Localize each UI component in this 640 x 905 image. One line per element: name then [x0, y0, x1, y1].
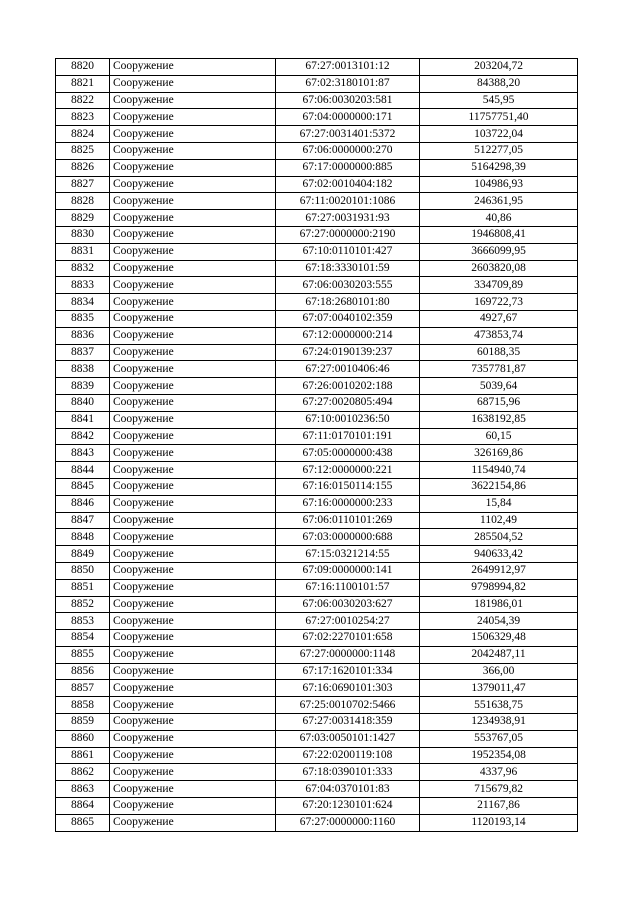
- table-row: [56, 344, 578, 361]
- cadastral-number-cell: 67:12:0000000:221: [276, 462, 420, 479]
- table-row: [56, 142, 578, 159]
- table-row: [56, 478, 578, 495]
- object-type-cell: Сооружение: [110, 126, 276, 143]
- row-number-cell: 8859: [56, 714, 110, 731]
- cadastral-value-cell: 24054,39: [420, 613, 578, 630]
- object-type-cell: Сооружение: [110, 109, 276, 126]
- object-type-cell: Сооружение: [110, 361, 276, 378]
- cadastral-number-cell: 67:02:2270101:658: [276, 630, 420, 647]
- row-number-cell: 8827: [56, 176, 110, 193]
- object-type-cell: Сооружение: [110, 613, 276, 630]
- table-row: [56, 714, 578, 731]
- cadastral-value-cell: 60,15: [420, 428, 578, 445]
- row-number-cell: 8833: [56, 277, 110, 294]
- cadastral-value-cell: 203204,72: [420, 59, 578, 76]
- table-row: [56, 462, 578, 479]
- table-row: [56, 579, 578, 596]
- table-row: [56, 176, 578, 193]
- cadastral-value-cell: 2042487,11: [420, 646, 578, 663]
- object-type-cell: Сооружение: [110, 59, 276, 76]
- object-type-cell: Сооружение: [110, 193, 276, 210]
- cadastral-number-cell: 67:18:3330101:59: [276, 260, 420, 277]
- object-type-cell: Сооружение: [110, 478, 276, 495]
- table-row: [56, 411, 578, 428]
- cadastral-number-cell: 67:27:0010406:46: [276, 361, 420, 378]
- object-type-cell: Сооружение: [110, 445, 276, 462]
- cadastral-number-cell: 67:04:0000000:171: [276, 109, 420, 126]
- row-number-cell: 8848: [56, 529, 110, 546]
- cadastral-value-cell: 169722,73: [420, 294, 578, 311]
- cadastral-number-cell: 67:25:0010702:5466: [276, 697, 420, 714]
- object-type-cell: Сооружение: [110, 714, 276, 731]
- object-type-cell: Сооружение: [110, 310, 276, 327]
- cadastral-value-cell: 473853,74: [420, 327, 578, 344]
- cadastral-value-cell: 3622154,86: [420, 478, 578, 495]
- cadastral-number-cell: 67:10:0010236:50: [276, 411, 420, 428]
- cadastral-number-cell: 67:15:0321214:55: [276, 546, 420, 563]
- table-row: [56, 310, 578, 327]
- row-number-cell: 8838: [56, 361, 110, 378]
- table-row: [56, 546, 578, 563]
- cadastral-number-cell: 67:17:0000000:885: [276, 159, 420, 176]
- table-row: [56, 697, 578, 714]
- cadastral-number-cell: 67:20:1230101:624: [276, 798, 420, 815]
- table-row: [56, 562, 578, 579]
- row-number-cell: 8860: [56, 730, 110, 747]
- row-number-cell: 8829: [56, 210, 110, 227]
- object-type-cell: Сооружение: [110, 747, 276, 764]
- cadastral-number-cell: 67:22:0200119:108: [276, 747, 420, 764]
- object-type-cell: Сооружение: [110, 764, 276, 781]
- cadastral-number-cell: 67:11:0020101:1086: [276, 193, 420, 210]
- cadastral-number-cell: 67:06:0000000:270: [276, 142, 420, 159]
- object-type-cell: Сооружение: [110, 411, 276, 428]
- row-number-cell: 8834: [56, 294, 110, 311]
- cadastral-number-cell: 67:27:0031418:359: [276, 714, 420, 731]
- cadastral-value-cell: 246361,95: [420, 193, 578, 210]
- cadastral-value-cell: 2603820,08: [420, 260, 578, 277]
- row-number-cell: 8847: [56, 512, 110, 529]
- object-type-cell: Сооружение: [110, 159, 276, 176]
- table-row: [56, 613, 578, 630]
- cadastral-value-cell: 1234938,91: [420, 714, 578, 731]
- table-row: [56, 226, 578, 243]
- row-number-cell: 8845: [56, 478, 110, 495]
- table-row: [56, 814, 578, 831]
- row-number-cell: 8846: [56, 495, 110, 512]
- table-row: [56, 798, 578, 815]
- cadastral-number-cell: 67:27:0000000:2190: [276, 226, 420, 243]
- row-number-cell: 8824: [56, 126, 110, 143]
- row-number-cell: 8835: [56, 310, 110, 327]
- cadastral-number-cell: 67:02:3180101:87: [276, 75, 420, 92]
- object-type-cell: Сооружение: [110, 294, 276, 311]
- cadastral-number-cell: 67:24:0190139:237: [276, 344, 420, 361]
- cadastral-value-cell: 1952354,08: [420, 747, 578, 764]
- cadastral-value-cell: 326169,86: [420, 445, 578, 462]
- table-row: [56, 243, 578, 260]
- cadastral-number-cell: 67:06:0030203:555: [276, 277, 420, 294]
- property-registry-table: [55, 58, 578, 832]
- row-number-cell: 8822: [56, 92, 110, 109]
- object-type-cell: Сооружение: [110, 394, 276, 411]
- cadastral-number-cell: 67:06:0030203:581: [276, 92, 420, 109]
- row-number-cell: 8850: [56, 562, 110, 579]
- row-number-cell: 8858: [56, 697, 110, 714]
- table-row: [56, 277, 578, 294]
- table-row: [56, 92, 578, 109]
- row-number-cell: 8830: [56, 226, 110, 243]
- cadastral-value-cell: 103722,04: [420, 126, 578, 143]
- row-number-cell: 8852: [56, 596, 110, 613]
- row-number-cell: 8831: [56, 243, 110, 260]
- cadastral-value-cell: 181986,01: [420, 596, 578, 613]
- object-type-cell: Сооружение: [110, 176, 276, 193]
- cadastral-value-cell: 1120193,14: [420, 814, 578, 831]
- object-type-cell: Сооружение: [110, 142, 276, 159]
- object-type-cell: Сооружение: [110, 697, 276, 714]
- object-type-cell: Сооружение: [110, 344, 276, 361]
- cadastral-value-cell: 1638192,85: [420, 411, 578, 428]
- row-number-cell: 8841: [56, 411, 110, 428]
- cadastral-value-cell: 4337,96: [420, 764, 578, 781]
- object-type-cell: Сооружение: [110, 260, 276, 277]
- cadastral-number-cell: 67:16:0000000:233: [276, 495, 420, 512]
- row-number-cell: 8823: [56, 109, 110, 126]
- cadastral-value-cell: 40,86: [420, 210, 578, 227]
- row-number-cell: 8826: [56, 159, 110, 176]
- row-number-cell: 8832: [56, 260, 110, 277]
- row-number-cell: 8865: [56, 814, 110, 831]
- cadastral-value-cell: 11757751,40: [420, 109, 578, 126]
- cadastral-number-cell: 67:16:0690101:303: [276, 680, 420, 697]
- object-type-cell: Сооружение: [110, 75, 276, 92]
- cadastral-value-cell: 285504,52: [420, 529, 578, 546]
- cadastral-number-cell: 67:02:0010404:182: [276, 176, 420, 193]
- cadastral-value-cell: 551638,75: [420, 697, 578, 714]
- cadastral-number-cell: 67:07:0040102:359: [276, 310, 420, 327]
- object-type-cell: Сооружение: [110, 92, 276, 109]
- cadastral-number-cell: 67:18:2680101:80: [276, 294, 420, 311]
- cadastral-value-cell: 940633,42: [420, 546, 578, 563]
- cadastral-value-cell: 68715,96: [420, 394, 578, 411]
- cadastral-value-cell: 1379011,47: [420, 680, 578, 697]
- cadastral-number-cell: 67:27:0031401:5372: [276, 126, 420, 143]
- table-row: [56, 210, 578, 227]
- row-number-cell: 8861: [56, 747, 110, 764]
- table-row: [56, 159, 578, 176]
- object-type-cell: Сооружение: [110, 814, 276, 831]
- cadastral-value-cell: 60188,35: [420, 344, 578, 361]
- table-row: [56, 596, 578, 613]
- table-row: [56, 445, 578, 462]
- cadastral-number-cell: 67:27:0013101:12: [276, 59, 420, 76]
- object-type-cell: Сооружение: [110, 512, 276, 529]
- object-type-cell: Сооружение: [110, 226, 276, 243]
- cadastral-value-cell: 1946808,41: [420, 226, 578, 243]
- cadastral-number-cell: 67:05:0000000:438: [276, 445, 420, 462]
- cadastral-value-cell: 104986,93: [420, 176, 578, 193]
- cadastral-value-cell: 715679,82: [420, 781, 578, 798]
- table-row: [56, 747, 578, 764]
- table-row: [56, 512, 578, 529]
- cadastral-value-cell: 2649912,97: [420, 562, 578, 579]
- table-row: [56, 327, 578, 344]
- row-number-cell: 8854: [56, 630, 110, 647]
- table-row: [56, 663, 578, 680]
- cadastral-number-cell: 67:06:0030203:627: [276, 596, 420, 613]
- cadastral-value-cell: 545,95: [420, 92, 578, 109]
- cadastral-value-cell: 21167,86: [420, 798, 578, 815]
- cadastral-value-cell: 512277,05: [420, 142, 578, 159]
- object-type-cell: Сооружение: [110, 579, 276, 596]
- cadastral-value-cell: 553767,05: [420, 730, 578, 747]
- row-number-cell: 8839: [56, 378, 110, 395]
- row-number-cell: 8821: [56, 75, 110, 92]
- object-type-cell: Сооружение: [110, 546, 276, 563]
- row-number-cell: 8849: [56, 546, 110, 563]
- object-type-cell: Сооружение: [110, 462, 276, 479]
- object-type-cell: Сооружение: [110, 529, 276, 546]
- object-type-cell: Сооружение: [110, 277, 276, 294]
- row-number-cell: 8853: [56, 613, 110, 630]
- cadastral-number-cell: 67:11:0170101:191: [276, 428, 420, 445]
- table-row: [56, 781, 578, 798]
- cadastral-number-cell: 67:09:0000000:141: [276, 562, 420, 579]
- row-number-cell: 8856: [56, 663, 110, 680]
- object-type-cell: Сооружение: [110, 646, 276, 663]
- object-type-cell: Сооружение: [110, 680, 276, 697]
- table-row: [56, 75, 578, 92]
- row-number-cell: 8857: [56, 680, 110, 697]
- table-row: [56, 294, 578, 311]
- row-number-cell: 8825: [56, 142, 110, 159]
- cadastral-value-cell: 1154940,74: [420, 462, 578, 479]
- cadastral-value-cell: 5164298,39: [420, 159, 578, 176]
- cadastral-value-cell: 84388,20: [420, 75, 578, 92]
- cadastral-number-cell: 67:26:0010202:188: [276, 378, 420, 395]
- cadastral-number-cell: 67:27:0000000:1160: [276, 814, 420, 831]
- cadastral-value-cell: 366,00: [420, 663, 578, 680]
- object-type-cell: Сооружение: [110, 495, 276, 512]
- object-type-cell: Сооружение: [110, 378, 276, 395]
- cadastral-number-cell: 67:16:1100101:57: [276, 579, 420, 596]
- cadastral-number-cell: 67:10:0110101:427: [276, 243, 420, 260]
- table-row: [56, 59, 578, 76]
- object-type-cell: Сооружение: [110, 327, 276, 344]
- table-row: [56, 394, 578, 411]
- object-type-cell: Сооружение: [110, 428, 276, 445]
- object-type-cell: Сооружение: [110, 798, 276, 815]
- cadastral-number-cell: 67:06:0110101:269: [276, 512, 420, 529]
- table-row: [56, 260, 578, 277]
- table-row: [56, 495, 578, 512]
- cadastral-number-cell: 67:18:0390101:333: [276, 764, 420, 781]
- object-type-cell: Сооружение: [110, 243, 276, 260]
- row-number-cell: 8863: [56, 781, 110, 798]
- table-row: [56, 126, 578, 143]
- cadastral-number-cell: 67:12:0000000:214: [276, 327, 420, 344]
- cadastral-number-cell: 67:04:0370101:83: [276, 781, 420, 798]
- cadastral-value-cell: 1102,49: [420, 512, 578, 529]
- row-number-cell: 8820: [56, 59, 110, 76]
- table-row: [56, 680, 578, 697]
- table-row: [56, 109, 578, 126]
- cadastral-value-cell: 15,84: [420, 495, 578, 512]
- row-number-cell: 8837: [56, 344, 110, 361]
- cadastral-value-cell: 334709,89: [420, 277, 578, 294]
- row-number-cell: 8828: [56, 193, 110, 210]
- table-row: [56, 630, 578, 647]
- object-type-cell: Сооружение: [110, 596, 276, 613]
- row-number-cell: 8844: [56, 462, 110, 479]
- cadastral-value-cell: 7357781,87: [420, 361, 578, 378]
- cadastral-number-cell: 67:03:0050101:1427: [276, 730, 420, 747]
- table-body: [56, 59, 578, 832]
- cadastral-number-cell: 67:17:1620101:334: [276, 663, 420, 680]
- object-type-cell: Сооружение: [110, 210, 276, 227]
- table-row: [56, 361, 578, 378]
- cadastral-number-cell: 67:03:0000000:688: [276, 529, 420, 546]
- row-number-cell: 8836: [56, 327, 110, 344]
- cadastral-value-cell: 9798994,82: [420, 579, 578, 596]
- table-row: [56, 646, 578, 663]
- table-row: [56, 730, 578, 747]
- row-number-cell: 8842: [56, 428, 110, 445]
- cadastral-number-cell: 67:27:0000000:1148: [276, 646, 420, 663]
- row-number-cell: 8864: [56, 798, 110, 815]
- cadastral-value-cell: 1506329,48: [420, 630, 578, 647]
- object-type-cell: Сооружение: [110, 730, 276, 747]
- cadastral-value-cell: 4927,67: [420, 310, 578, 327]
- cadastral-number-cell: 67:16:0150114:155: [276, 478, 420, 495]
- row-number-cell: 8840: [56, 394, 110, 411]
- table-row: [56, 428, 578, 445]
- object-type-cell: Сооружение: [110, 781, 276, 798]
- cadastral-number-cell: 67:27:0010254:27: [276, 613, 420, 630]
- cadastral-value-cell: 5039,64: [420, 378, 578, 395]
- row-number-cell: 8851: [56, 579, 110, 596]
- cadastral-value-cell: 3666099,95: [420, 243, 578, 260]
- table-row: [56, 529, 578, 546]
- table-row: [56, 193, 578, 210]
- object-type-cell: Сооружение: [110, 562, 276, 579]
- table-row: [56, 378, 578, 395]
- object-type-cell: Сооружение: [110, 663, 276, 680]
- row-number-cell: 8855: [56, 646, 110, 663]
- row-number-cell: 8843: [56, 445, 110, 462]
- table-row: [56, 764, 578, 781]
- object-type-cell: Сооружение: [110, 630, 276, 647]
- row-number-cell: 8862: [56, 764, 110, 781]
- cadastral-number-cell: 67:27:0031931:93: [276, 210, 420, 227]
- cadastral-number-cell: 67:27:0020805:494: [276, 394, 420, 411]
